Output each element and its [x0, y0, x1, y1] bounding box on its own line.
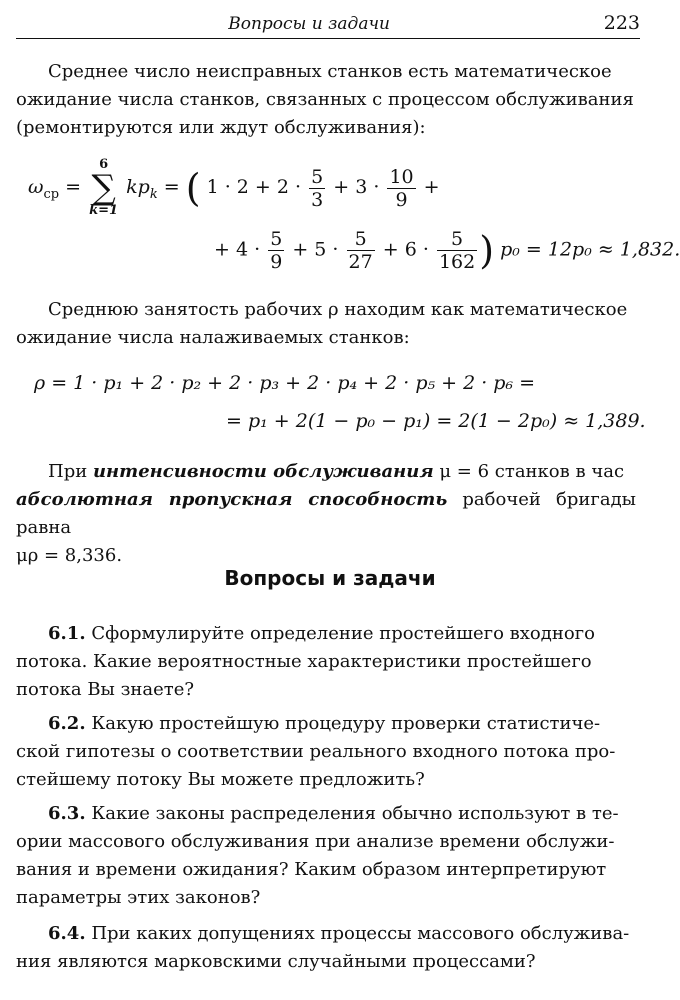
occupancy-paragraph — [16, 296, 636, 352]
section-title: Вопросы и задачи — [224, 566, 436, 590]
emphasis-term: абсолютная пропускная способность — [16, 489, 448, 510]
question-number: 6.4. — [48, 923, 86, 944]
running-header — [16, 10, 640, 39]
fraction: $\frac{5}{27}$ — [348, 228, 373, 273]
question-number: 6.3. — [48, 803, 86, 824]
equation-omega-line1: $\omega_{ср}$ = 6 ∑ k=1 $kp_k$ = ( 1 · 2 + 2 · $\frac{5}{3}$ + 3 · $\frac{10}{9}$ + — [28, 157, 440, 218]
text-line: ожидание числа станков, связанных с процессом обслуживания — [16, 89, 634, 110]
page-number: 223 — [603, 12, 640, 34]
question-6-3: 6.3. Какие законы распределения обычно используют в те- ории массового обслуживания при анализе времени обслужи- вания и времени ожидания? Каким образом интерпретируют параметры этих законов? — [16, 803, 619, 908]
text-line: μρ = 8,336. — [16, 545, 123, 566]
equation-rho-line1: ρ = 1 · p₁ + 2 · p₂ + 2 · p₃ + 2 · p₄ + 2 · p₅ + 2 · p₆ = — [34, 372, 536, 394]
running-title: Вопросы и задачи — [228, 14, 390, 34]
sum-operator: 6 ∑ k=1 — [89, 157, 119, 218]
question-number: 6.1. — [48, 623, 86, 644]
fraction: $\frac{5}{162}$ — [438, 228, 476, 273]
text-line: Среднее число неисправных станков есть математическое — [48, 61, 612, 82]
intro-paragraph — [16, 58, 636, 142]
question-6-4: 6.4. При каких допущениях процессы массового обслужива- ния являются марковскими случайными процессами? — [16, 923, 630, 972]
fraction: $\frac{10}{9}$ — [389, 165, 414, 211]
text-line: ожидание числа налаживаемых станков: — [16, 327, 410, 348]
text-line: Среднюю занятость рабочих ρ находим как математическое — [48, 299, 628, 320]
text-line: (ремонтируются или ждут обслуживания): — [16, 117, 426, 138]
question-number: 6.2. — [48, 713, 86, 734]
fraction: $\frac{5}{3}$ — [311, 165, 324, 211]
question-6-2: 6.2. Какую простейшую процедуру проверки статистиче- ской гипотезы о соответствии реального входного потока про- стейшему потоку Вы можете предложить? — [16, 713, 616, 790]
throughput-paragraph: При интенсивности обслуживания μ = 6 станков в час абсолютная пропускная способность рабочей бригады равна μρ = 8,336. — [16, 458, 636, 570]
fraction: $\frac{5}{9}$ — [270, 228, 283, 273]
equation-rho-line2: = p₁ + 2(1 − p₀ − p₁) = 2(1 − 2p₀) ≈ 1,389. — [226, 410, 646, 432]
question-6-1: 6.1. Сформулируйте определение простейшего входного потока. Какие вероятностные характеристики простейшего потока Вы знаете? — [16, 623, 595, 700]
equation-omega-line2: + 4 · $\frac{5}{9}$ + 5 · $\frac{5}{27}$ + 6 · $\frac{5}{162}$ ) p₀ = 12p₀ ≈ 1,832. — [214, 228, 680, 273]
emphasis-term: интенсивности обслуживания — [92, 461, 434, 482]
